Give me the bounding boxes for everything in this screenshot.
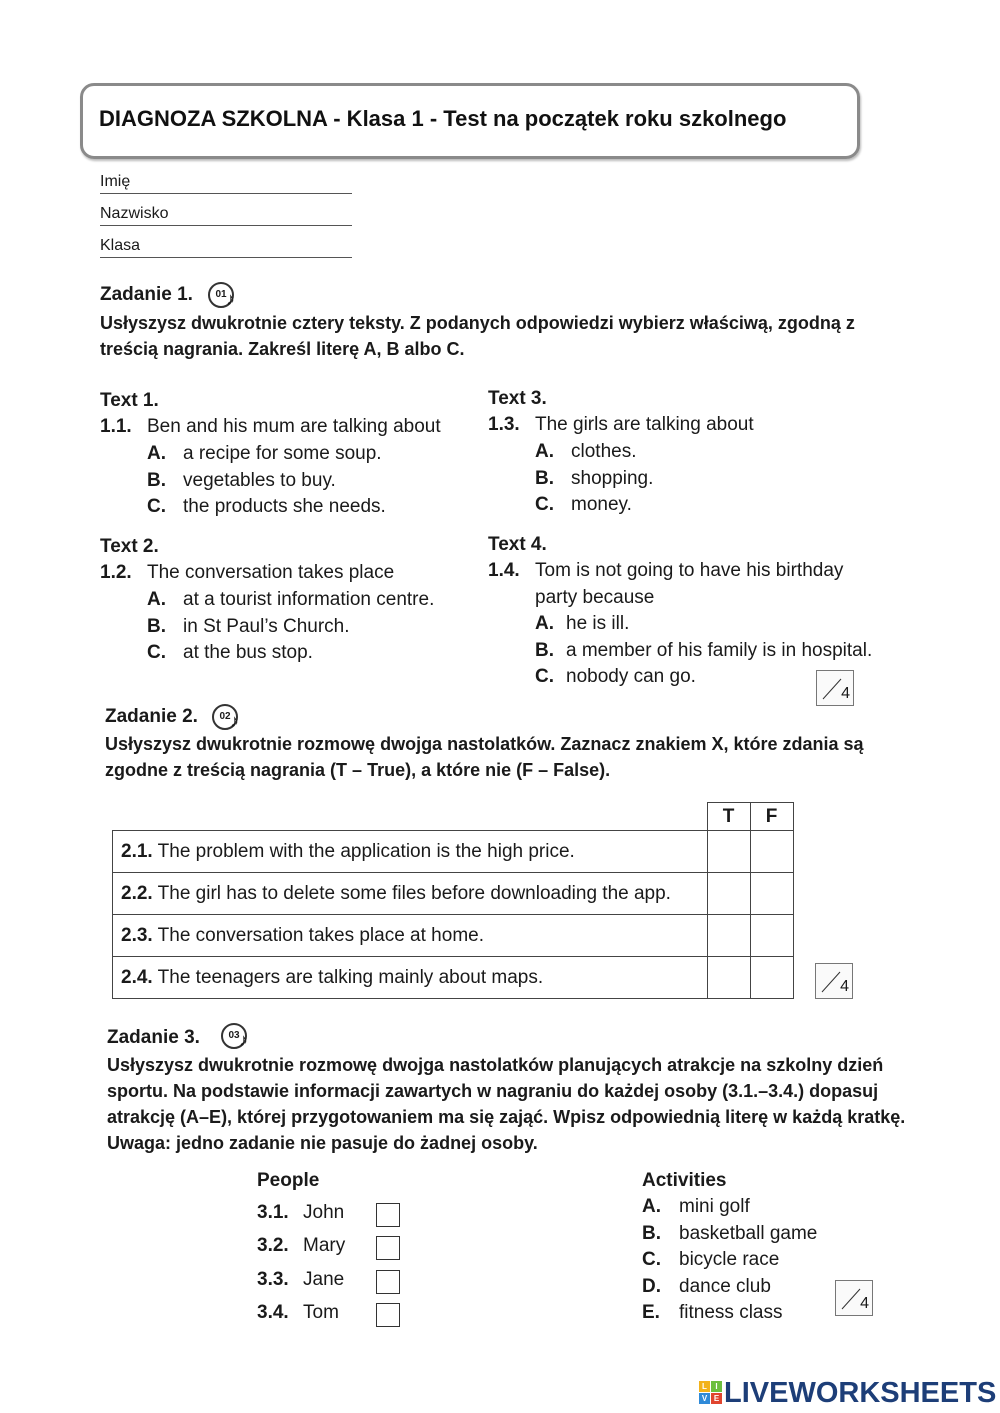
activity-name: basketball game	[679, 1222, 818, 1244]
option-letter: A.	[147, 589, 166, 610]
option-text: in St Paul’s Church.	[183, 615, 350, 637]
option-text: shopping.	[571, 467, 654, 489]
activity-name: fitness class	[679, 1302, 783, 1323]
activity-item	[642, 1249, 780, 1271]
option-text: a member of his family is in hospital.	[566, 639, 873, 661]
activity-letter: D.	[642, 1275, 661, 1297]
statement-number: 2.4.	[121, 966, 153, 988]
answer-option[interactable]	[535, 441, 637, 463]
activity-item	[642, 1275, 771, 1298]
false-checkbox[interactable]	[750, 831, 793, 873]
activities-title: Activities	[642, 1170, 727, 1191]
activity-item	[642, 1302, 783, 1324]
option-text: a recipe for some soup.	[183, 443, 382, 464]
statement-cell	[113, 957, 708, 999]
col-false: F	[750, 803, 793, 831]
question-text: The conversation takes place	[147, 562, 395, 583]
person-name: Mary	[303, 1235, 346, 1256]
true-false-table	[112, 802, 794, 999]
question-number: 1.4.	[488, 560, 520, 581]
score-box	[835, 1280, 873, 1316]
title-box	[80, 83, 860, 159]
audio-number: 01	[215, 289, 227, 300]
task3-instruction: Usłyszysz dwukrotnie rozmowę dwojga nastolatków planujących atrakcje na szkolny dzień sportu. Na podstawie informacji zawartych w nagraniu do każdej osoby (3.1.–3.4.) dopasuj atrakcję (A–E), której przygotowaniem ma się zająć. Wpisz odpowiednią literę w każdą kratkę. Uwaga: jedno zadanie nie pasuje do żadnej osoby.	[107, 1055, 906, 1153]
surname-label: Nazwisko	[100, 205, 169, 222]
option-letter: C.	[147, 496, 166, 517]
name-field[interactable]	[100, 173, 352, 194]
activity-name: mini golf	[679, 1196, 750, 1217]
score-max: 4	[860, 1295, 869, 1312]
answer-option[interactable]	[535, 639, 873, 662]
logo-tile: I	[711, 1381, 722, 1392]
text-title: Text 2.	[100, 536, 159, 557]
answer-option[interactable]	[147, 615, 350, 638]
task1-heading: Zadanie 1.	[100, 284, 193, 305]
table-row	[113, 957, 794, 999]
worksheet-title: DIAGNOZA SZKOLNA - Klasa 1 - Test na początek roku szkolnego	[99, 106, 787, 131]
false-checkbox[interactable]	[750, 957, 793, 999]
answer-option[interactable]	[147, 642, 313, 664]
person-number: 3.1.	[257, 1202, 289, 1223]
true-checkbox[interactable]	[707, 957, 750, 999]
statement-number: 2.2.	[121, 882, 153, 904]
class-label: Klasa	[100, 237, 141, 254]
option-text: the products she needs.	[183, 496, 386, 517]
logo-tile: E	[711, 1393, 722, 1404]
logo-tile: V	[699, 1393, 710, 1404]
option-letter: C.	[147, 642, 166, 663]
answer-box[interactable]	[376, 1303, 400, 1327]
name-label: Imię	[100, 173, 131, 190]
option-text: at a tourist information centre.	[183, 589, 435, 610]
person-name: Jane	[303, 1269, 345, 1290]
statement-number: 2.1.	[121, 840, 153, 862]
score-max: 4	[840, 978, 849, 995]
answer-option[interactable]	[535, 494, 632, 516]
liveworksheets-logo: LIVEWORKSHEETS	[724, 1377, 997, 1409]
option-letter: A.	[535, 613, 554, 634]
activity-letter: B.	[642, 1222, 661, 1244]
person-item	[257, 1235, 346, 1257]
people-title: People	[257, 1170, 320, 1191]
option-letter: B.	[147, 469, 166, 491]
table-row	[113, 831, 794, 873]
option-letter: B.	[535, 639, 554, 661]
person-item	[257, 1202, 345, 1224]
col-true: T	[707, 803, 750, 831]
activity-item	[642, 1196, 750, 1218]
activity-name: bicycle race	[679, 1249, 780, 1270]
text-title: Text 4.	[488, 534, 547, 555]
question-number: 1.2.	[100, 562, 132, 583]
question-text: Tom is not going to have his birthday	[535, 560, 844, 581]
activity-letter: E.	[642, 1302, 660, 1323]
table-row	[113, 873, 794, 915]
option-text: money.	[571, 494, 632, 515]
answer-option[interactable]	[535, 467, 654, 490]
audio-number: 02	[219, 711, 231, 722]
option-letter: B.	[535, 467, 554, 489]
activity-letter: C.	[642, 1249, 661, 1270]
question-number: 1.1.	[100, 416, 132, 437]
text-title: Text 1.	[100, 390, 159, 411]
audio-icon[interactable]	[212, 704, 238, 730]
option-letter: A.	[535, 441, 554, 462]
answer-option[interactable]	[147, 589, 435, 611]
score-max: 4	[841, 685, 850, 702]
audio-number: 03	[228, 1030, 240, 1041]
option-letter: C.	[535, 666, 554, 687]
activity-letter: A.	[642, 1196, 661, 1217]
answer-option[interactable]	[535, 613, 630, 635]
option-letter: A.	[147, 443, 166, 464]
option-letter: B.	[147, 615, 166, 637]
answer-option[interactable]	[147, 443, 382, 465]
answer-box[interactable]	[376, 1270, 400, 1294]
statement-cell	[113, 915, 708, 957]
question-text: party because	[535, 587, 655, 608]
true-checkbox[interactable]	[707, 831, 750, 873]
audio-icon[interactable]	[208, 282, 234, 308]
person-name: John	[303, 1202, 345, 1223]
task3-heading: Zadanie 3.	[107, 1027, 200, 1048]
answer-option[interactable]	[535, 666, 696, 688]
statement-cell	[113, 831, 708, 873]
answer-box[interactable]	[376, 1203, 400, 1227]
option-text: at the bus stop.	[183, 642, 313, 663]
option-text: nobody can go.	[566, 666, 696, 687]
task1-instruction: Usłyszysz dwukrotnie cztery teksty. Z podanych odpowiedzi wybierz właściwą, zgodną z treścią nagrania. Zakreśl literę A, B albo C.	[100, 313, 855, 359]
option-letter: C.	[535, 494, 554, 515]
option-text: he is ill.	[566, 613, 630, 634]
statement-number: 2.3.	[121, 924, 153, 946]
person-number: 3.2.	[257, 1235, 289, 1256]
true-checkbox[interactable]	[707, 873, 750, 915]
class-field[interactable]	[100, 237, 352, 258]
statement-text: The teenagers are talking mainly about maps.	[157, 966, 544, 988]
question-text: Ben and his mum are talking about	[147, 416, 441, 437]
false-checkbox[interactable]	[750, 915, 793, 957]
person-item	[257, 1302, 339, 1324]
answer-box[interactable]	[376, 1236, 400, 1260]
task2-heading: Zadanie 2.	[105, 706, 198, 727]
text-title: Text 3.	[488, 388, 547, 409]
statement-text: The conversation takes place at home.	[157, 924, 484, 946]
logo-tile: L	[699, 1381, 710, 1392]
task2-instruction: Usłyszysz dwukrotnie rozmowę dwojga nastolatków. Zaznacz znakiem X, które zdania są zgodne z treścią nagrania (T – True), a które nie (F – False).	[105, 734, 864, 780]
answer-option[interactable]	[147, 496, 386, 518]
person-number: 3.3.	[257, 1269, 289, 1290]
activity-item	[642, 1222, 818, 1245]
answer-option[interactable]	[147, 469, 336, 492]
statement-text: The girl has to delete some files before downloading the app.	[157, 882, 671, 904]
audio-icon[interactable]	[221, 1023, 247, 1049]
surname-field[interactable]	[100, 205, 352, 226]
question-number: 1.3.	[488, 414, 520, 435]
score-box	[815, 963, 853, 999]
person-name: Tom	[303, 1302, 339, 1323]
activity-name: dance club	[679, 1275, 771, 1297]
option-text: clothes.	[571, 441, 637, 462]
statement-cell	[113, 873, 708, 915]
statement-text: The problem with the application is the high price.	[157, 840, 575, 862]
table-row	[113, 915, 794, 957]
option-text: vegetables to buy.	[183, 469, 336, 491]
false-checkbox[interactable]	[750, 873, 793, 915]
question-text: The girls are talking about	[535, 414, 754, 435]
true-checkbox[interactable]	[707, 915, 750, 957]
person-item	[257, 1269, 345, 1291]
person-number: 3.4.	[257, 1302, 289, 1323]
score-box	[816, 670, 854, 706]
